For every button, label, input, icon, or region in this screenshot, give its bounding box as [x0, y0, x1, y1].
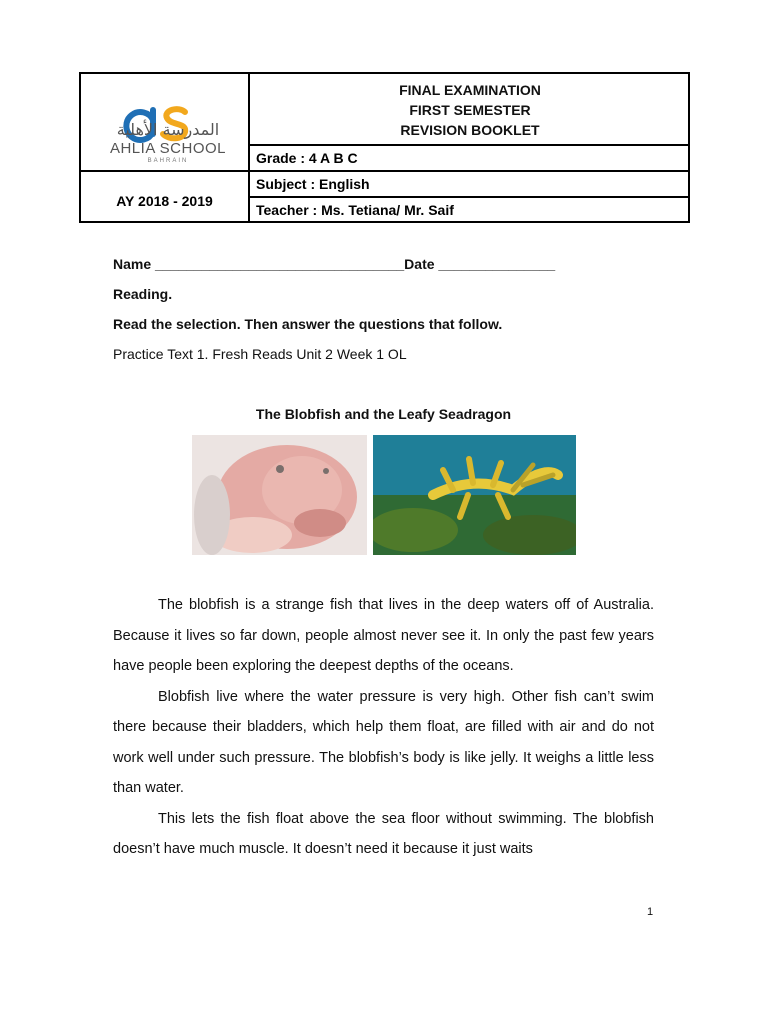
article-paragraph: Blobfish live where the water pressure is very high. Other fish can’t swim there because their bladders, which help them float, are filled with air and do not work well under such pressure. The blobfish’s body is like jelly. It weighs a little less than water.: [113, 688, 654, 796]
teacher-label: Teacher : Ms. Tetiana/ Mr. Saif: [256, 202, 454, 218]
exam-title-line1: FINAL EXAMINATION: [399, 82, 541, 98]
page-number: 1: [647, 906, 654, 918]
school-name-arabic: المدرسة الأهلية: [116, 120, 220, 139]
academic-year: AY 2018 - 2019: [116, 193, 213, 209]
leafy-seadragon-photo: [373, 435, 576, 555]
subject-label: Subject : English: [256, 176, 370, 192]
school-name-english: AHLIA SCHOOL: [109, 140, 227, 157]
exam-title-line2: FIRST SEMESTER: [409, 102, 531, 118]
article-paragraph: The blobfish is a strange fish that lives in the deep waters off of Australia. Because it lives so far down, people almost never see it. In only the past few years have people been exploring the deepest depths of the oceans.: [113, 597, 654, 674]
exam-title: [250, 80, 690, 140]
exam-title-line3: REVISION BOOKLET: [400, 122, 540, 138]
grade-label: Grade : 4 A B C: [256, 150, 358, 166]
blobfish-photo: [192, 435, 367, 555]
table-divider: [248, 144, 690, 146]
table-divider: [81, 170, 690, 172]
name-date-line: Name ________________________________Date _______________: [113, 256, 556, 272]
section-heading: Reading.: [113, 286, 173, 302]
instruction-text: Read the selection. Then answer the questions that follow.: [113, 316, 503, 332]
table-divider: [248, 196, 690, 198]
article-body: [113, 590, 654, 865]
article-title: The Blobfish and the Leafy Seadragon: [255, 406, 512, 422]
article-paragraph: This lets the fish float above the sea floor without swimming. The blobfish doesn’t have much muscle. It doesn’t need it because it just waits: [113, 810, 654, 857]
header-table: [79, 72, 690, 223]
blobfish-image-icon: [192, 435, 367, 555]
school-location: BAHRAIN: [147, 158, 189, 164]
practice-text-label: Practice Text 1. Fresh Reads Unit 2 Week 1 OL: [113, 346, 407, 362]
seadragon-image-icon: [373, 435, 576, 555]
